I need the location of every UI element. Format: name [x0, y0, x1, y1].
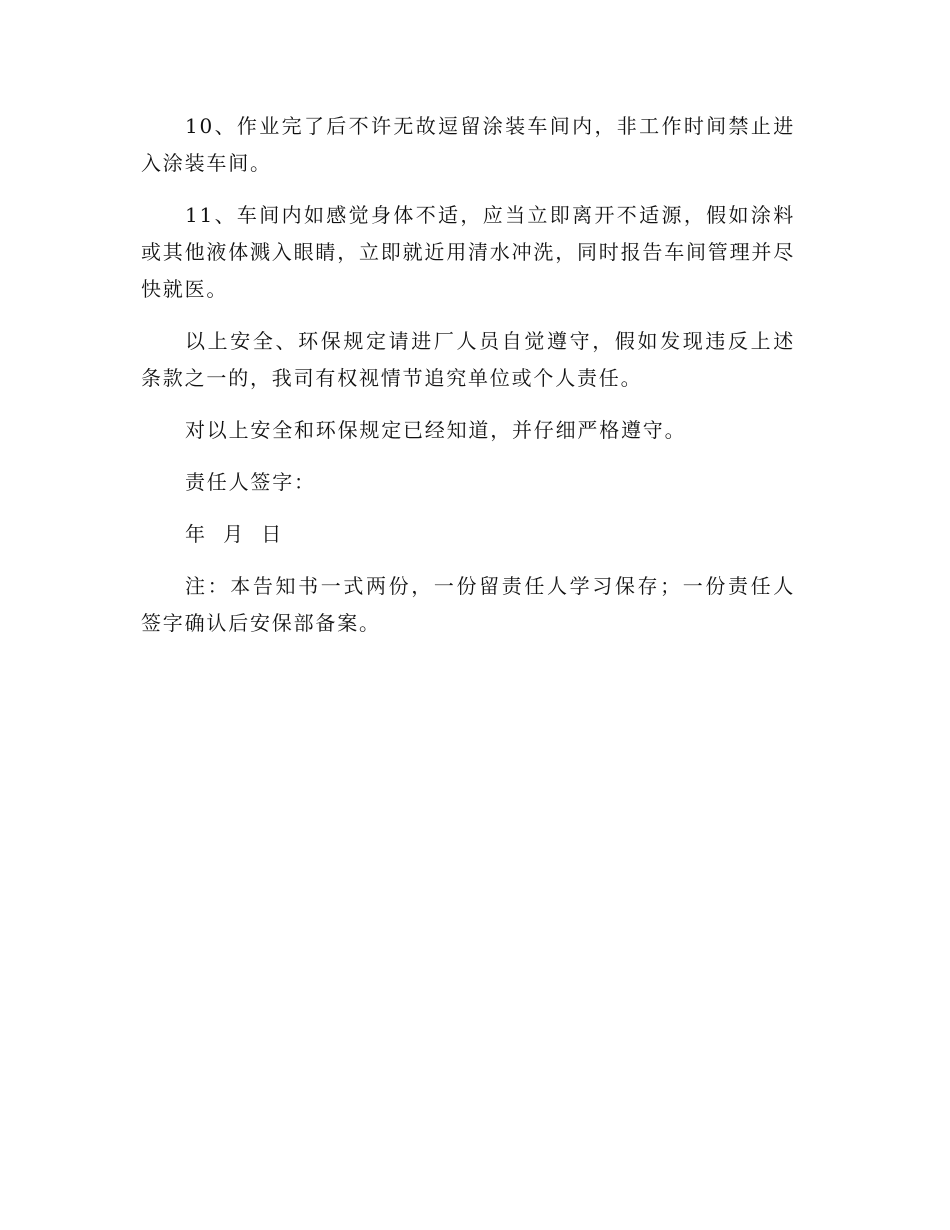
compliance-statement: 以上安全、环保规定请进厂人员自觉遵守，假如发现违反上述条款之一的，我司有权视情节追究单位或个人责任。 [141, 329, 795, 390]
footnote: 注：本告知书一式两份，一份留责任人学习保存；一份责任人签字确认后安保部备案。 [141, 574, 795, 635]
rule-item-10: 10、作业完了后不许无故逗留涂装车间内，非工作时间禁止进入涂装车间。 [141, 114, 795, 175]
date-line: 年 月 日 [185, 522, 284, 546]
rule-item-11: 11、车间内如感觉身体不适，应当立即离开不适源，假如涂料或其他液体溅入眼睛，立即就近用清水冲洗，同时报告车间管理并尽快就医。 [141, 203, 795, 301]
acknowledgement-statement: 对以上安全和环保规定已经知道，并仔细严格遵守。 [185, 418, 687, 442]
document-body [141, 108, 795, 657]
signature-line: 责任人签字： [185, 470, 316, 494]
